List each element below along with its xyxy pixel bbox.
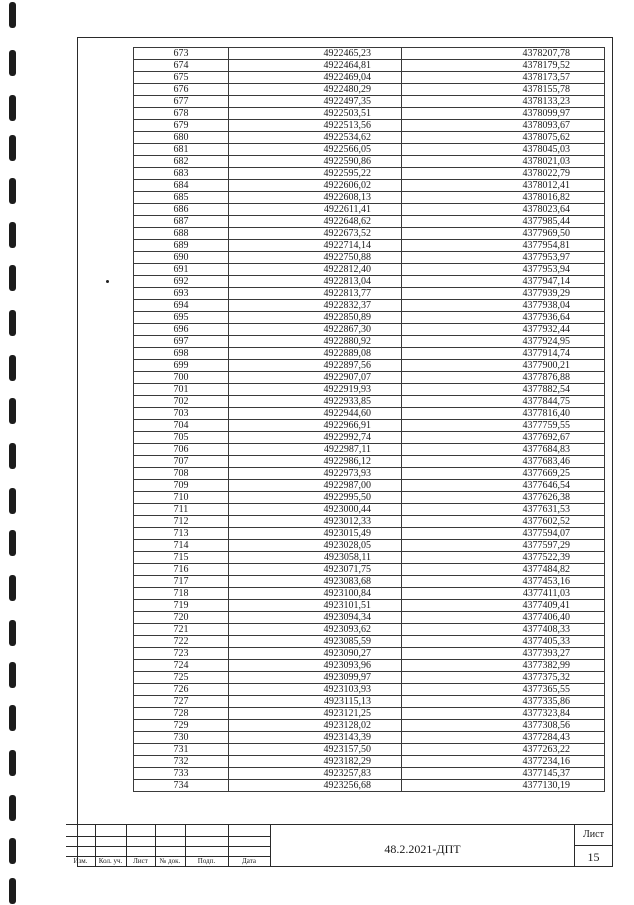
x-coordinate-cell: 4923257,83 — [229, 768, 402, 780]
x-coordinate-cell: 4923094,34 — [229, 612, 402, 624]
binding-hole — [9, 50, 16, 76]
point-number-cell: 721 — [134, 624, 229, 636]
y-coordinate-cell: 4377969,50 — [402, 228, 605, 240]
binding-hole — [9, 575, 16, 601]
table-row — [134, 300, 605, 312]
y-coordinate-cell: 4377954,81 — [402, 240, 605, 252]
table-row — [134, 756, 605, 768]
x-coordinate-cell: 4922919,93 — [229, 384, 402, 396]
x-coordinate-cell: 4922648,62 — [229, 216, 402, 228]
point-number-cell: 682 — [134, 156, 229, 168]
x-coordinate-cell: 4922464,81 — [229, 60, 402, 72]
binding-hole — [9, 2, 16, 28]
x-coordinate-cell: 4923115,13 — [229, 696, 402, 708]
sheet-number: 15 — [587, 850, 600, 864]
point-number-cell: 677 — [134, 96, 229, 108]
binding-hole — [9, 178, 16, 204]
point-number-cell: 693 — [134, 288, 229, 300]
point-number-cell: 714 — [134, 540, 229, 552]
y-coordinate-cell: 4377914,74 — [402, 348, 605, 360]
y-coordinate-cell: 4377646,54 — [402, 480, 605, 492]
title-block — [66, 824, 613, 867]
table-row — [134, 504, 605, 516]
table-row — [134, 384, 605, 396]
table-row — [134, 732, 605, 744]
y-coordinate-cell: 4377683,46 — [402, 456, 605, 468]
x-coordinate-cell: 4922606,02 — [229, 180, 402, 192]
table-row — [134, 564, 605, 576]
table-row — [134, 252, 605, 264]
table-row — [134, 768, 605, 780]
table-row — [134, 540, 605, 552]
table-row — [134, 600, 605, 612]
x-coordinate-cell: 4922812,40 — [229, 264, 402, 276]
table-row — [134, 660, 605, 672]
y-coordinate-cell: 4377382,99 — [402, 660, 605, 672]
point-number-cell: 715 — [134, 552, 229, 564]
x-coordinate-cell: 4922714,14 — [229, 240, 402, 252]
table-row — [134, 468, 605, 480]
table-row — [134, 336, 605, 348]
y-coordinate-cell: 4378016,82 — [402, 192, 605, 204]
binding-hole — [9, 620, 16, 646]
binding-hole — [9, 95, 16, 121]
point-number-cell: 696 — [134, 324, 229, 336]
x-coordinate-cell: 4923103,93 — [229, 684, 402, 696]
x-coordinate-cell: 4922673,52 — [229, 228, 402, 240]
point-number-cell: 731 — [134, 744, 229, 756]
x-coordinate-cell: 4923100,84 — [229, 588, 402, 600]
binding-hole — [9, 443, 16, 469]
y-coordinate-cell: 4377406,40 — [402, 612, 605, 624]
table-row — [134, 96, 605, 108]
table-row — [134, 276, 605, 288]
binding-hole — [9, 310, 16, 336]
x-coordinate-cell: 4923093,96 — [229, 660, 402, 672]
x-coordinate-cell: 4922995,50 — [229, 492, 402, 504]
x-coordinate-cell: 4923157,50 — [229, 744, 402, 756]
point-number-cell: 707 — [134, 456, 229, 468]
y-coordinate-cell: 4377985,44 — [402, 216, 605, 228]
x-coordinate-cell: 4922867,30 — [229, 324, 402, 336]
x-coordinate-cell: 4923071,75 — [229, 564, 402, 576]
y-coordinate-cell: 4377484,82 — [402, 564, 605, 576]
y-coordinate-cell: 4377393,27 — [402, 648, 605, 660]
x-coordinate-cell: 4923012,33 — [229, 516, 402, 528]
table-row — [134, 132, 605, 144]
x-coordinate-cell: 4922590,86 — [229, 156, 402, 168]
point-number-cell: 700 — [134, 372, 229, 384]
table-row — [134, 312, 605, 324]
table-row — [134, 360, 605, 372]
point-number-cell: 704 — [134, 420, 229, 432]
x-coordinate-cell: 4923143,39 — [229, 732, 402, 744]
x-coordinate-cell: 4922897,56 — [229, 360, 402, 372]
table-row — [134, 144, 605, 156]
y-coordinate-cell: 4377234,16 — [402, 756, 605, 768]
table-row — [134, 372, 605, 384]
x-coordinate-cell: 4922813,77 — [229, 288, 402, 300]
point-number-cell: 706 — [134, 444, 229, 456]
y-coordinate-cell: 4378023,64 — [402, 204, 605, 216]
binding-hole — [9, 878, 16, 904]
point-number-cell: 722 — [134, 636, 229, 648]
x-coordinate-cell: 4922880,92 — [229, 336, 402, 348]
point-number-cell: 686 — [134, 204, 229, 216]
table-row — [134, 456, 605, 468]
table-row — [134, 84, 605, 96]
y-coordinate-cell: 4377882,54 — [402, 384, 605, 396]
x-coordinate-cell: 4922608,13 — [229, 192, 402, 204]
y-coordinate-cell: 4377453,16 — [402, 576, 605, 588]
x-coordinate-cell: 4922503,51 — [229, 108, 402, 120]
point-number-cell: 694 — [134, 300, 229, 312]
point-number-cell: 690 — [134, 252, 229, 264]
y-coordinate-cell: 4377411,03 — [402, 588, 605, 600]
y-coordinate-cell: 4377145,37 — [402, 768, 605, 780]
table-row — [134, 288, 605, 300]
point-number-cell: 685 — [134, 192, 229, 204]
point-number-cell: 719 — [134, 600, 229, 612]
y-coordinate-cell: 4377953,94 — [402, 264, 605, 276]
y-coordinate-cell: 4377626,38 — [402, 492, 605, 504]
point-number-cell: 695 — [134, 312, 229, 324]
y-coordinate-cell: 4377900,21 — [402, 360, 605, 372]
x-coordinate-cell: 4922469,04 — [229, 72, 402, 84]
y-coordinate-cell: 4377375,32 — [402, 672, 605, 684]
x-coordinate-cell: 4923093,62 — [229, 624, 402, 636]
y-coordinate-cell: 4377759,55 — [402, 420, 605, 432]
point-number-cell: 723 — [134, 648, 229, 660]
binding-hole — [9, 705, 16, 731]
label-change: Изм. — [73, 857, 88, 865]
y-coordinate-cell: 4378155,78 — [402, 84, 605, 96]
y-coordinate-cell: 4377263,22 — [402, 744, 605, 756]
title-block-top-border — [66, 824, 613, 825]
title-block-row-line — [66, 846, 270, 847]
label-date: Дата — [242, 857, 256, 865]
y-coordinate-cell: 4377692,67 — [402, 432, 605, 444]
point-number-cell: 688 — [134, 228, 229, 240]
table-row — [134, 168, 605, 180]
x-coordinate-cell: 4922465,23 — [229, 48, 402, 60]
table-row — [134, 672, 605, 684]
x-coordinate-cell: 4923000,44 — [229, 504, 402, 516]
point-number-cell: 681 — [134, 144, 229, 156]
y-coordinate-cell: 4377522,39 — [402, 552, 605, 564]
binding-hole — [9, 530, 16, 556]
y-coordinate-cell: 4377409,41 — [402, 600, 605, 612]
point-number-cell: 724 — [134, 660, 229, 672]
x-coordinate-cell: 4923015,49 — [229, 528, 402, 540]
table-row — [134, 192, 605, 204]
table-row — [134, 48, 605, 60]
table-row — [134, 576, 605, 588]
point-number-cell: 676 — [134, 84, 229, 96]
label-count: Кол. уч. — [98, 857, 123, 865]
point-number-cell: 730 — [134, 732, 229, 744]
x-coordinate-cell: 4922513,56 — [229, 120, 402, 132]
coordinates-table-body — [134, 48, 605, 792]
table-row — [134, 480, 605, 492]
table-row — [134, 696, 605, 708]
x-coordinate-cell: 4923083,68 — [229, 576, 402, 588]
point-number-cell: 692 — [134, 276, 229, 288]
y-coordinate-cell: 4377844,75 — [402, 396, 605, 408]
point-number-cell: 699 — [134, 360, 229, 372]
point-number-cell: 678 — [134, 108, 229, 120]
x-coordinate-cell: 4923256,68 — [229, 780, 402, 792]
point-number-cell: 691 — [134, 264, 229, 276]
point-number-cell: 732 — [134, 756, 229, 768]
binding-hole — [9, 838, 16, 864]
y-coordinate-cell: 4377365,55 — [402, 684, 605, 696]
x-coordinate-cell: 4922850,89 — [229, 312, 402, 324]
table-row — [134, 720, 605, 732]
point-number-cell: 698 — [134, 348, 229, 360]
point-number-cell: 710 — [134, 492, 229, 504]
table-row — [134, 648, 605, 660]
table-row — [134, 744, 605, 756]
x-coordinate-cell: 4922595,22 — [229, 168, 402, 180]
title-block-row-line — [66, 836, 270, 837]
point-number-cell: 674 — [134, 60, 229, 72]
table-row — [134, 240, 605, 252]
point-number-cell: 687 — [134, 216, 229, 228]
binding-hole — [9, 398, 16, 424]
x-coordinate-cell: 4923182,29 — [229, 756, 402, 768]
y-coordinate-cell: 4378021,03 — [402, 156, 605, 168]
binding-hole — [9, 750, 16, 776]
y-coordinate-cell: 4377938,04 — [402, 300, 605, 312]
point-number-cell: 725 — [134, 672, 229, 684]
point-number-cell: 726 — [134, 684, 229, 696]
y-coordinate-cell: 4378133,23 — [402, 96, 605, 108]
y-coordinate-cell: 4377876,88 — [402, 372, 605, 384]
point-number-cell: 702 — [134, 396, 229, 408]
x-coordinate-cell: 4923085,59 — [229, 636, 402, 648]
point-number-cell: 734 — [134, 780, 229, 792]
point-number-cell: 689 — [134, 240, 229, 252]
x-coordinate-cell: 4922966,91 — [229, 420, 402, 432]
label-sheet-small: Лист — [133, 857, 148, 865]
x-coordinate-cell: 4922987,11 — [229, 444, 402, 456]
table-row — [134, 636, 605, 648]
table-row — [134, 588, 605, 600]
y-coordinate-cell: 4377936,64 — [402, 312, 605, 324]
y-coordinate-cell: 4378093,67 — [402, 120, 605, 132]
table-row — [134, 348, 605, 360]
table-row — [134, 492, 605, 504]
point-number-cell: 720 — [134, 612, 229, 624]
x-coordinate-cell: 4922944,60 — [229, 408, 402, 420]
table-row — [134, 108, 605, 120]
x-coordinate-cell: 4923121,25 — [229, 708, 402, 720]
coordinates-table-wrapper — [133, 47, 604, 792]
y-coordinate-cell: 4377932,44 — [402, 324, 605, 336]
y-coordinate-cell: 4377130,19 — [402, 780, 605, 792]
point-number-cell: 718 — [134, 588, 229, 600]
x-coordinate-cell: 4922832,37 — [229, 300, 402, 312]
point-number-cell: 717 — [134, 576, 229, 588]
y-coordinate-cell: 4377408,33 — [402, 624, 605, 636]
binding-hole — [9, 135, 16, 161]
table-row — [134, 120, 605, 132]
y-coordinate-cell: 4378075,62 — [402, 132, 605, 144]
y-coordinate-cell: 4377939,29 — [402, 288, 605, 300]
point-number-cell: 683 — [134, 168, 229, 180]
point-number-cell: 712 — [134, 516, 229, 528]
y-coordinate-cell: 4377669,25 — [402, 468, 605, 480]
y-coordinate-cell: 4377924,95 — [402, 336, 605, 348]
point-number-cell: 675 — [134, 72, 229, 84]
point-number-cell: 713 — [134, 528, 229, 540]
binding-hole — [9, 662, 16, 688]
x-coordinate-cell: 4923101,51 — [229, 600, 402, 612]
table-row — [134, 156, 605, 168]
point-number-cell: 716 — [134, 564, 229, 576]
x-coordinate-cell: 4922534,62 — [229, 132, 402, 144]
point-number-cell: 680 — [134, 132, 229, 144]
table-row — [134, 216, 605, 228]
table-row — [134, 72, 605, 84]
point-number-cell: 708 — [134, 468, 229, 480]
point-number-cell: 703 — [134, 408, 229, 420]
table-row — [134, 180, 605, 192]
y-coordinate-cell: 4377594,07 — [402, 528, 605, 540]
x-coordinate-cell: 4922480,29 — [229, 84, 402, 96]
table-row — [134, 324, 605, 336]
point-number-cell: 697 — [134, 336, 229, 348]
binding-hole — [9, 488, 16, 514]
sheet-cell-divider — [574, 845, 613, 846]
y-coordinate-cell: 4377602,52 — [402, 516, 605, 528]
table-row — [134, 516, 605, 528]
y-coordinate-cell: 4377308,56 — [402, 720, 605, 732]
x-coordinate-cell: 4923099,97 — [229, 672, 402, 684]
y-coordinate-cell: 4377335,86 — [402, 696, 605, 708]
y-coordinate-cell: 4377323,84 — [402, 708, 605, 720]
table-row — [134, 432, 605, 444]
x-coordinate-cell: 4922986,12 — [229, 456, 402, 468]
x-coordinate-cell: 4923090,27 — [229, 648, 402, 660]
y-coordinate-cell: 4377631,53 — [402, 504, 605, 516]
point-number-cell: 705 — [134, 432, 229, 444]
y-coordinate-cell: 4377405,33 — [402, 636, 605, 648]
y-coordinate-cell: 4378012,41 — [402, 180, 605, 192]
x-coordinate-cell: 4922907,07 — [229, 372, 402, 384]
table-row — [134, 444, 605, 456]
document-code: 48.2.2021-ДПТ — [384, 842, 461, 856]
label-doc-number: № док. — [159, 857, 181, 865]
x-coordinate-cell: 4923128,02 — [229, 720, 402, 732]
table-row — [134, 408, 605, 420]
y-coordinate-cell: 4378207,78 — [402, 48, 605, 60]
point-number-cell: 729 — [134, 720, 229, 732]
table-row — [134, 204, 605, 216]
table-row — [134, 780, 605, 792]
point-number-cell: 709 — [134, 480, 229, 492]
x-coordinate-cell: 4922497,35 — [229, 96, 402, 108]
x-coordinate-cell: 4922750,88 — [229, 252, 402, 264]
y-coordinate-cell: 4377684,83 — [402, 444, 605, 456]
y-coordinate-cell: 4377947,14 — [402, 276, 605, 288]
x-coordinate-cell: 4922992,74 — [229, 432, 402, 444]
table-row — [134, 420, 605, 432]
table-row — [134, 60, 605, 72]
coordinates-table — [133, 47, 605, 792]
x-coordinate-cell: 4923058,11 — [229, 552, 402, 564]
x-coordinate-cell: 4922566,05 — [229, 144, 402, 156]
table-row — [134, 396, 605, 408]
point-number-cell: 673 — [134, 48, 229, 60]
x-coordinate-cell: 4922933,85 — [229, 396, 402, 408]
point-number-cell: 679 — [134, 120, 229, 132]
point-number-cell: 711 — [134, 504, 229, 516]
binding-hole — [9, 355, 16, 381]
table-row — [134, 612, 605, 624]
binding-hole — [9, 222, 16, 248]
table-row — [134, 264, 605, 276]
binding-hole — [9, 265, 16, 291]
y-coordinate-cell: 4378173,57 — [402, 72, 605, 84]
label-signature: Подп. — [197, 857, 216, 865]
table-row — [134, 552, 605, 564]
y-coordinate-cell: 4377284,43 — [402, 732, 605, 744]
binding-hole — [9, 795, 16, 821]
table-row — [134, 684, 605, 696]
point-number-cell: 733 — [134, 768, 229, 780]
sheet-label: Лист — [583, 829, 604, 840]
y-coordinate-cell: 4378179,52 — [402, 60, 605, 72]
table-row — [134, 528, 605, 540]
x-coordinate-cell: 4922611,41 — [229, 204, 402, 216]
table-row — [134, 624, 605, 636]
point-number-cell: 727 — [134, 696, 229, 708]
x-coordinate-cell: 4922973,93 — [229, 468, 402, 480]
y-coordinate-cell: 4377953,97 — [402, 252, 605, 264]
x-coordinate-cell: 4922889,08 — [229, 348, 402, 360]
y-coordinate-cell: 4377816,40 — [402, 408, 605, 420]
x-coordinate-cell: 4923028,05 — [229, 540, 402, 552]
point-number-cell: 701 — [134, 384, 229, 396]
x-coordinate-cell: 4922813,04 — [229, 276, 402, 288]
point-number-cell: 684 — [134, 180, 229, 192]
y-coordinate-cell: 4378099,97 — [402, 108, 605, 120]
point-number-cell: 728 — [134, 708, 229, 720]
y-coordinate-cell: 4377597,29 — [402, 540, 605, 552]
y-coordinate-cell: 4378045,03 — [402, 144, 605, 156]
table-row — [134, 708, 605, 720]
x-coordinate-cell: 4922987,00 — [229, 480, 402, 492]
table-row — [134, 228, 605, 240]
y-coordinate-cell: 4378022,79 — [402, 168, 605, 180]
